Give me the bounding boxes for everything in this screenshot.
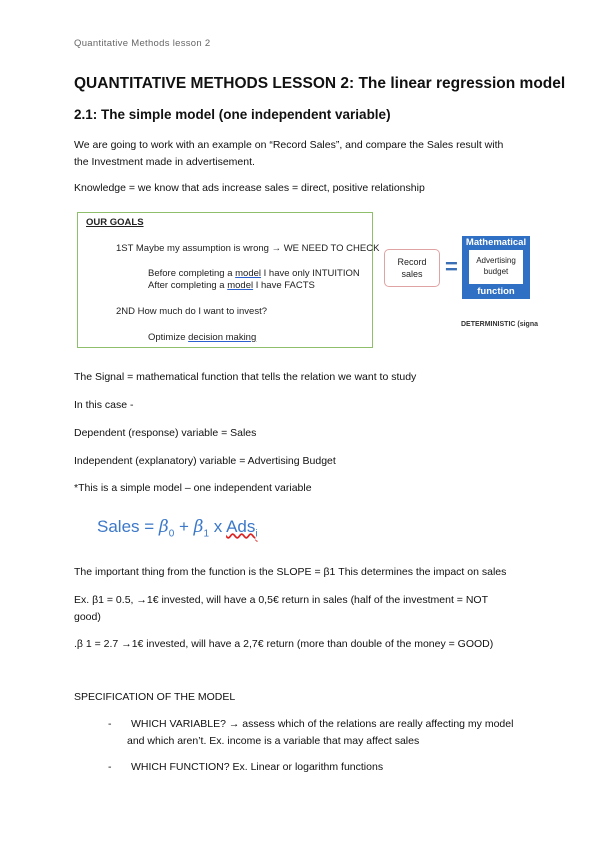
goals-title: OUR GOALS <box>86 217 144 228</box>
goal-2a: Optimize decision making <box>148 332 257 343</box>
mf-bottom-label: function <box>477 286 515 297</box>
page-title: QUANTITATIVE METHODS LESSON 2: The linear regression model <box>74 75 566 92</box>
spec-1-line-2: and which aren’t. Ex. income is a variable that may affect sales <box>127 735 420 747</box>
bullet-1-dash: - <box>108 718 112 730</box>
goal-1a: Before completing a model I have only INTUITION <box>148 268 360 279</box>
equals-sign: = <box>445 254 458 279</box>
case-text: In this case - <box>74 399 134 411</box>
example-1-line-1: Ex. β1 = 0.5, →1€ invested, will have a 0,5€ return in sales (half of the investment = NOT <box>74 594 488 606</box>
slope-text: The important thing from the function is the SLOPE = β1 This determines the impact on sales <box>74 566 507 578</box>
intro-line-1: We are going to work with an example on “Record Sales”, and compare the Sales result with <box>74 139 504 151</box>
record-sales-box: Record sales <box>384 249 440 287</box>
example-2: .β 1 = 2.7 →1€ invested, will have a 2,7€ return (more than double of the money = GOOD) <box>74 638 494 650</box>
knowledge-text: Knowledge = we know that ads increase sales = direct, positive relationship <box>74 182 425 194</box>
signal-text: The Signal = mathematical function that tells the relation we want to study <box>74 371 417 383</box>
simple-model-text: *This is a simple model – one independent variable <box>74 482 312 494</box>
independent-text: Independent (explanatory) variable = Advertising Budget <box>74 455 336 467</box>
mf-top-label: Mathematical <box>465 237 527 248</box>
bullet-2-dash: - <box>108 761 112 773</box>
regression-equation: Sales = $\beta_0 + \beta_1$ x Ads$_i$ <box>97 517 258 540</box>
spec-2: WHICH FUNCTION? Ex. Linear or logarithm functions <box>131 761 384 773</box>
math-function-box <box>462 236 530 299</box>
dependent-text: Dependent (response) variable = Sales <box>74 427 257 439</box>
example-1-line-2: good) <box>74 611 101 623</box>
mf-inner-box: Advertising budget <box>469 250 523 284</box>
spec-1-line-1: WHICH VARIABLE? → assess which of the relations are really affecting my model <box>131 718 514 730</box>
goals-box <box>77 212 380 348</box>
intro-line-2: the Investment made in advertisement. <box>74 156 255 168</box>
spec-title: SPECIFICATION OF THE MODEL <box>74 691 236 703</box>
deterministic-label: DETERMINISTIC (signa <box>461 321 539 328</box>
goal-1b: After completing a model I have FACTS <box>148 280 315 291</box>
running-header: Quantitative Methods lesson 2 <box>74 38 211 49</box>
goal-1: 1ST Maybe my assumption is wrong → WE NEED TO CHECK <box>116 243 380 254</box>
goal-2: 2ND How much do I want to invest? <box>116 306 268 317</box>
section-heading: 2.1: The simple model (one independent variable) <box>74 107 391 122</box>
